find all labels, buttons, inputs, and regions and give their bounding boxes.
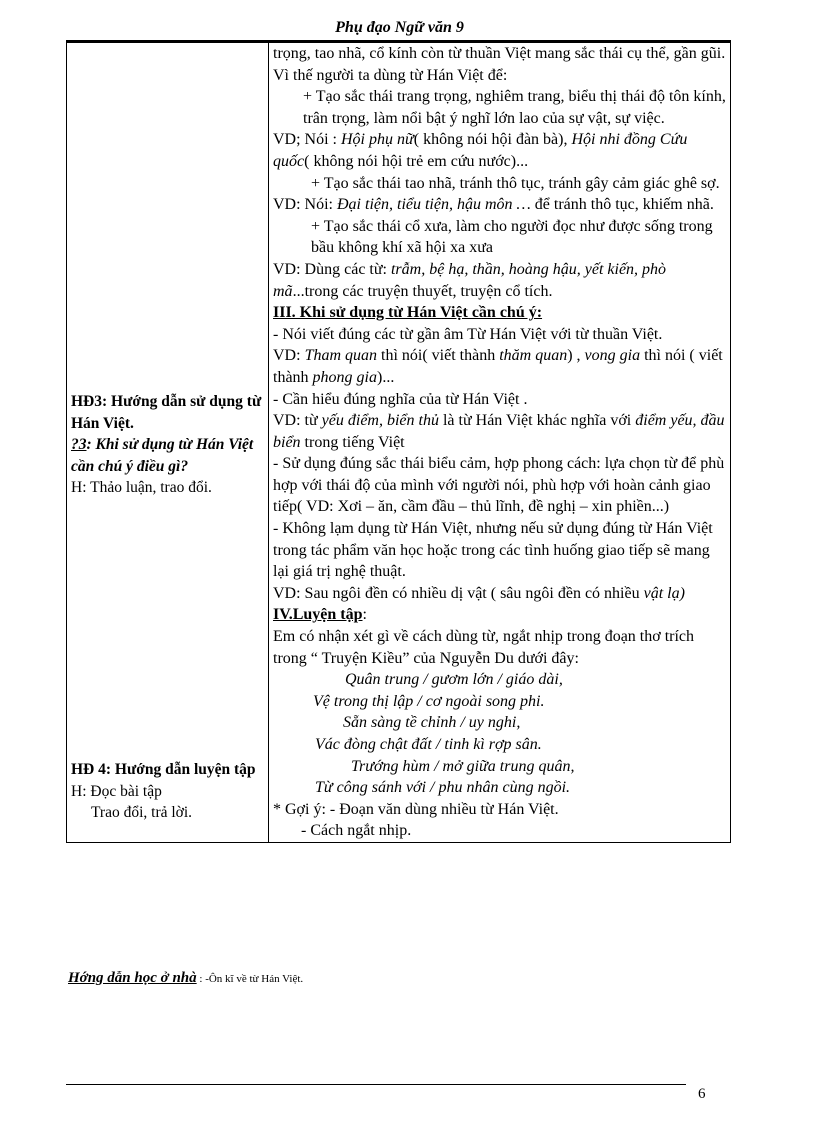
hd3-block: [71, 391, 264, 499]
intro-paragraph: trọng, tao nhã, cổ kính còn từ thuần Việt mang sắc thái cụ thể, gần gũi. Vì thế người ta dùng từ Hán Việt để:: [273, 45, 726, 84]
note-3: - Sử dụng đúng sắc thái biểu cảm, hợp phong cách: lựa chọn từ để phù hợp với thái độ của mình với người nói, phù hợp với hoàn cảnh giao tiếp( VD: Xơi – ăn, cầm đầu – thủ lĩnh, đề nghị – xin phiền...): [273, 455, 725, 516]
poem-line: Vác đòng chật đất / tinh kì rợp sân.: [315, 736, 542, 753]
activity-column: [67, 43, 269, 843]
section-3-heading: III. Khi sử dụng từ Hán Việt cần chú ý:: [273, 304, 543, 322]
example-1: VD; Nói : Hội phụ nữ( không nói hội đàn bà), Hội nhi đồng Cứu quốc( không nói hội trẻ em cứu nước)...: [273, 131, 688, 170]
example-4: VD: Tham quan thì nói( viết thành thăm quan) , vong gia thì nói ( viết thành phong gia)...: [273, 347, 723, 386]
lesson-table: [66, 42, 731, 843]
page-header-title: Phụ đạo Ngữ văn 9: [335, 19, 464, 36]
hd4-block: [71, 759, 264, 824]
example-2: VD: Nói: Đại tiện, tiểu tiện, hậu môn … để tránh thô tục, khiếm nhã.: [273, 196, 714, 214]
hd3-question-text: : Khi sử dụng từ Hán Việt cần chú ý điều gì?: [71, 436, 254, 475]
poem-line: Trướng hùm / mở giữa trung quân,: [351, 757, 575, 775]
hint-1: * Gợi ý: - Đoạn văn dùng nhiều từ Hán Việt.: [273, 800, 559, 818]
note-1: - Nói viết đúng các từ gần âm Từ Hán Việt với từ thuần Việt.: [273, 325, 663, 343]
hd4-instruction-1: H: Đọc bài tập: [71, 782, 162, 800]
bullet-ancient: + Tạo sắc thái cổ xưa, làm cho người đọc như được sống trong bầu không khí xã hội xa xưa: [311, 217, 713, 257]
hint-2: - Cách ngắt nhịp.: [301, 822, 412, 840]
poem-line: Vệ trong thị lập / cơ ngoài song phi.: [313, 692, 545, 710]
hd3-question-number: ?3: [71, 436, 87, 454]
poem-line: Sẵn sàng tề chỉnh / uy nghi,: [343, 714, 521, 732]
example-5: VD: từ yếu điểm, biển thủ là từ Hán Việt khác nghĩa với điểm yếu, đầu biển trong tiếng Việt: [273, 412, 725, 451]
poem-line: Quân trung / gươm lớn / giáo dài,: [345, 671, 563, 689]
page-number: 6: [698, 1086, 706, 1102]
note-4: - Không lạm dụng từ Hán Việt, nhưng nếu sử dụng đúng từ Hán Việt trong tác phẩm văn học hoặc trong các tình huống giao tiếp sẽ mang lại giá trị nghệ thuật.: [273, 520, 713, 581]
homework-guide-text: : -Ôn kĩ về từ Hán Việt.: [196, 973, 304, 985]
example-3: VD: Dùng các từ: trẫm, bệ hạ, thần, hoàng hậu, yết kiến, phò mã...trong các truyện thuyết, truyện cổ tích.: [273, 260, 667, 300]
spacer: [71, 499, 264, 759]
poem-line: Từ công sánh với / phu nhân cùng ngồi.: [315, 779, 571, 797]
footer-rule: [66, 1084, 686, 1085]
homework-guide: [68, 970, 303, 987]
note-2: - Cần hiểu đúng nghĩa của từ Hán Việt .: [273, 390, 528, 408]
hd3-title: HĐ3: Hướng dẫn sử dụng từ Hán Việt.: [71, 393, 262, 432]
bullet-elegant: + Tạo sắc thái tao nhã, tránh thô tục, tránh gây cảm giác ghê sợ.: [311, 174, 720, 192]
hd4-instruction-2: Trao đổi, trả lời.: [91, 804, 193, 822]
section-4-heading: IV.Luyện tập:: [273, 606, 367, 624]
homework-guide-label: Hớng dẫn học ở nhà: [68, 970, 197, 986]
hd4-title: HĐ 4: Hướng dẫn luyện tập: [71, 760, 256, 778]
spacer: [71, 43, 264, 391]
hd3-instruction: H: Thảo luận, trao đổi.: [71, 479, 212, 497]
content-column: [269, 43, 731, 843]
exercise-task: Em có nhận xét gì về cách dùng từ, ngắt nhịp trong đoạn thơ trích trong “ Truyện Kiều” của Nguyễn Du dưới đây:: [273, 628, 695, 667]
hd3-question: [71, 434, 264, 477]
example-6: VD: Sau ngôi đền có nhiều dị vật ( sâu ngôi đền có nhiều vật lạ): [273, 584, 685, 602]
bullet-solemn: + Tạo sắc thái trang trọng, nghiêm trang, biểu thị thái độ tôn kính, trân trọng, làm nổi bật ý nghĩ lớn lao của sự vật, sự việc.: [303, 88, 726, 127]
